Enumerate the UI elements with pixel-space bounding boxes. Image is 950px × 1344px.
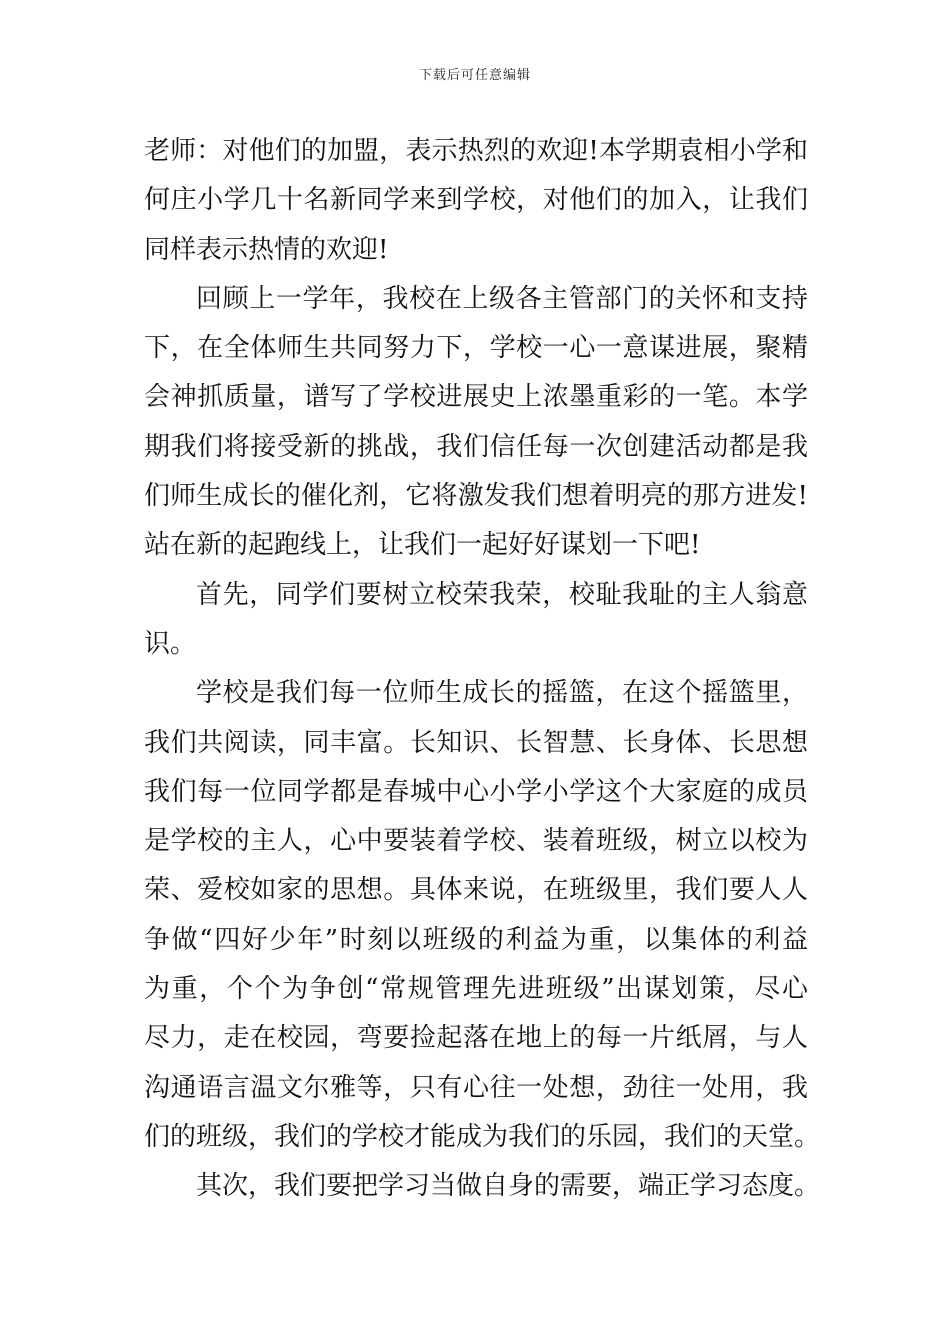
text-line: 荣、爱校如家的思想。具体来说，在班级里，我们要人人 — [144, 875, 808, 906]
text-line: 期我们将接受新的挑战，我们信任每一次创建活动都是我 — [144, 431, 808, 462]
text-line: 尽力，走在校园，弯要捡起落在地上的每一片纸屑，与人 — [144, 1023, 808, 1054]
text-line: 们师生成长的催化剂，它将激发我们想着明亮的那方进发! — [144, 481, 808, 512]
page-header: 下载后可任意编辑 — [418, 68, 531, 83]
text-line: 沟通语言温文尔雅等，只有心往一处想，劲往一处用，我 — [144, 1072, 808, 1103]
text-line: 站在新的起跑线上，让我们一起好好谋划一下吧! — [144, 530, 701, 561]
text-line: 其次，我们要把学习当做自身的需要，端正学习态度。 — [196, 1171, 821, 1202]
text-line: 老师：对他们的加盟，表示热烈的欢迎!本学期袁相小学和 — [144, 136, 808, 166]
text-line: 我们共阅读，同丰富。长知识、长智慧、长身体、长思想 — [144, 727, 808, 758]
text-line: 同样表示热情的欢迎! — [144, 234, 389, 265]
text-line: 识。 — [144, 628, 197, 659]
text-line: 们的班级，我们的学校才能成为我们的乐园，我们的天堂。 — [144, 1121, 821, 1152]
text-line: 何庄小学几十名新同学来到学校，对他们的加入，让我们 — [144, 185, 808, 216]
text-line: 学校是我们每一位师生成长的摇篮，在这个摇篮里， — [196, 678, 808, 709]
text-line: 争做“四好少年”时刻以班级的利益为重，以集体的利益 — [144, 924, 808, 955]
text-line: 回顾上一学年，我校在上级各主管部门的关怀和支持 — [196, 283, 808, 314]
text-line: 我们每一位同学都是春城中心小学小学这个大家庭的成员 — [144, 776, 808, 807]
text-line: 会神抓质量，谱写了学校进展史上浓墨重彩的一笔。本学 — [144, 382, 808, 413]
text-line: 是学校的主人，心中要装着学校、装着班级，树立以校为 — [144, 826, 808, 857]
text-line: 为重，个个为争创“常规管理先进班级”出谋划策，尽心 — [144, 974, 808, 1005]
text-line: 首先，同学们要树立校荣我荣，校耻我耻的主人翁意 — [196, 579, 808, 610]
text-line: 下，在全体师生共同努力下，学校一心一意谋进展，聚精 — [144, 333, 808, 364]
document-body — [144, 127, 821, 1212]
